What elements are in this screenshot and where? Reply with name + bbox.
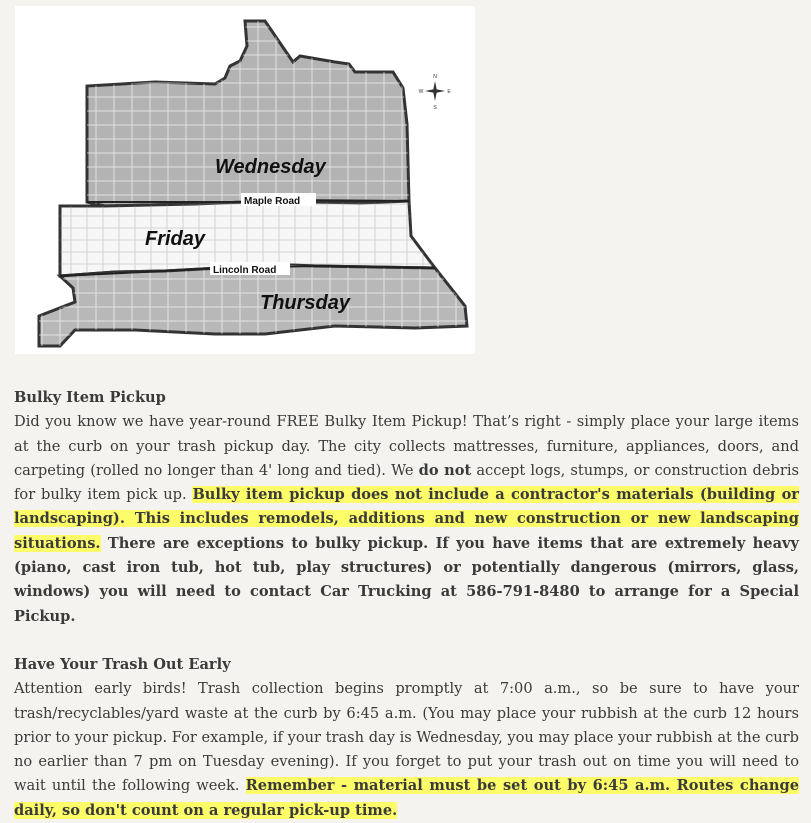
trash-route-map <box>15 6 475 354</box>
compass-s: S <box>433 105 437 111</box>
compass-n: N <box>433 74 437 80</box>
bulky-highlight: Bulky item pickup does not include a contractor's materials (building or landscaping). This includes remodels, additions and new construction or new landscaping situations. <box>14 486 799 552</box>
compass-w: W <box>418 89 424 95</box>
bulky-text-1: Did you know we have year-round FREE Bulky Item Pickup! That’s right - simply place your large items at the curb on your trash pickup day. The city collects mattresses, furniture, appliances, doors, and carpeting (rolled no longer than 4' long and tied). We <box>14 413 799 479</box>
thursday-label: Thursday <box>260 292 351 314</box>
lincoln-road-label: Lincoln Road <box>213 265 277 276</box>
bulky-do-not: do not <box>418 461 472 479</box>
bulky-text-3: There are exceptions to bulky pickup. If you have items that are extremely heavy (piano, cast iron tub, hot tub, play structures) or potentially dangerous (mirrors, glass, windows) you will need to contact Car Trucking at 586-791-8480 to arrange for a Special Pickup. <box>14 534 799 625</box>
route-map-svg <box>15 6 475 354</box>
maple-road-label: Maple Road <box>244 196 301 207</box>
early-highlight: Remember - material must be set out by 6:45 a.m. Routes change daily, so don't count on a regular pick-up time. <box>14 777 799 819</box>
compass-e: E <box>447 89 451 95</box>
bulky-item-section <box>14 386 799 629</box>
compass-rose-icon <box>419 74 452 111</box>
bulky-item-title: Bulky Item Pickup <box>14 389 166 406</box>
early-trash-section <box>14 653 799 823</box>
bulky-item-paragraph <box>14 410 799 629</box>
friday-label: Friday <box>145 228 206 250</box>
early-text-1: Attention early birds! Trash collection begins promptly at 7:00 a.m., so be sure to have your trash/recyclables/yard waste at the curb by 6:45 a.m. (You may place your rubbish at the curb 12 hours prior to your pickup. For example, if your trash day is Wednesday, you may place your rubbish at the curb no earlier than 7 pm on Tuesday evening). If you forget to put your trash out on time you will need to wait until the following week. <box>14 680 799 795</box>
bulky-text-2: accept logs, stumps, or construction debris for bulky item pick up. <box>14 461 800 504</box>
early-trash-title: Have Your Trash Out Early <box>14 655 231 673</box>
early-trash-paragraph <box>14 677 799 823</box>
wednesday-label: Wednesday <box>215 156 326 178</box>
content <box>14 386 799 823</box>
